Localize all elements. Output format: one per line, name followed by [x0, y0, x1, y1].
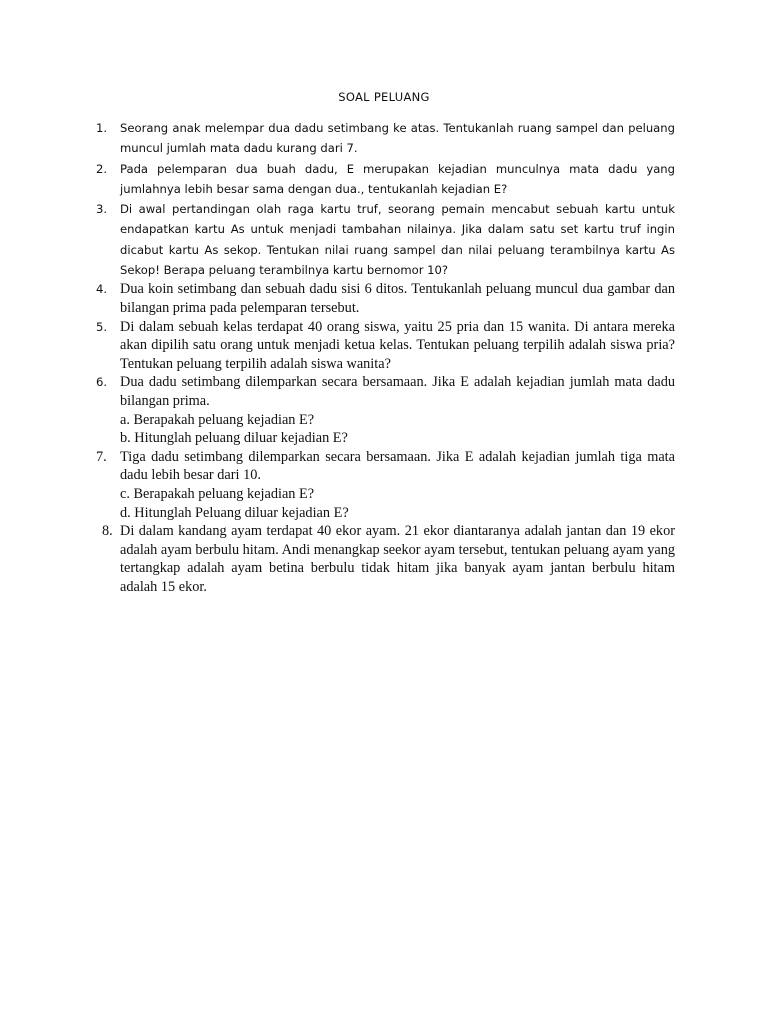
question-number: 4.: [96, 282, 108, 297]
question-subitem-b: b. Hitunglah peluang diluar kejadian E?: [120, 430, 348, 447]
question-text: Dua dadu setimbang dilemparkan secara bersamaan. Jika E adalah kejadian jumlah mata dadu bilangan prima.: [120, 374, 675, 409]
question-text: Dua koin setimbang dan sebuah dadu sisi 6 ditos. Tentukanlah peluang muncul dua gambar dan bilangan prima pada pelemparan tersebut.: [120, 281, 675, 316]
page-title: SOAL PELUANG: [338, 90, 430, 104]
question-number: 1.: [96, 121, 108, 135]
question-number: 5.: [96, 319, 108, 334]
question-item-5: [96, 318, 675, 374]
question-text: Pada pelemparan dua buah dadu, E merupakan kejadian munculnya mata dadu yang jumlahnya lebih besar sama dengan dua., tentukanlah kejadian E?: [120, 161, 675, 196]
question-item-2: [96, 159, 675, 200]
question-number: 6.: [96, 375, 108, 390]
question-item-4: [96, 280, 675, 317]
question-item-3: [96, 199, 675, 280]
question-subitem-a: a. Berapakah peluang kejadian E?: [120, 411, 315, 428]
question-item-7: [96, 448, 675, 522]
question-number: 3.: [96, 202, 108, 217]
question-text: Di awal pertandingan olah raga kartu truf, seorang pemain mencabut sebuah kartu untuk endapatkan kartu As untuk menjadi tambahan nilainya. Jika dalam satu set kartu truf ingin dicabut kartu As sekop. Tentukan nilai ruang sampel dan nilai peluang terambilnya kartu As Sekop! Berapa peluang terambilnya kartu bernomor 10?: [120, 202, 675, 278]
question-subitem-c: c. Berapakah peluang kejadian E?: [120, 485, 315, 502]
question-item-1: [96, 118, 675, 159]
question-list: [96, 118, 675, 596]
question-number: 2.: [96, 161, 108, 176]
question-number: 7.: [96, 448, 107, 465]
question-item-8: [96, 522, 675, 596]
question-text: Di dalam kandang ayam terdapat 40 ekor ayam. 21 ekor diantaranya adalah jantan dan 19 ekor adalah ayam berbulu hitam. Andi menangkap seekor ayam tersebut, tentukan peluang ayam yang tertangkap adalah ayam betina berbulu tidak hitam jika banyak ayam jantan berbulu hitam adalah 15 ekor.: [120, 523, 676, 595]
question-subitem-d: d. Hitunglah Peluang diluar kejadian E?: [120, 504, 349, 521]
question-number: 8.: [102, 523, 113, 540]
question-text: Seorang anak melempar dua dadu setimbang ke atas. Tentukanlah ruang sampel dan peluang muncul jumlah mata dadu kurang dari 7.: [120, 121, 675, 156]
question-text: Tiga dadu setimbang dilemparkan secara bersamaan. Jika E adalah kejadian jumlah tiga mata dadu lebih besar dari 10.: [120, 448, 675, 484]
question-text: Di dalam sebuah kelas terdapat 40 orang siswa, yaitu 25 pria dan 15 wanita. Di antara mereka akan dipilih satu orang untuk menjadi ketua kelas. Tentukan peluang terpilih adalah siswa pria? Tentukan peluang terpilih adalah siswa wanita?: [120, 318, 675, 372]
question-item-6: [96, 373, 675, 447]
